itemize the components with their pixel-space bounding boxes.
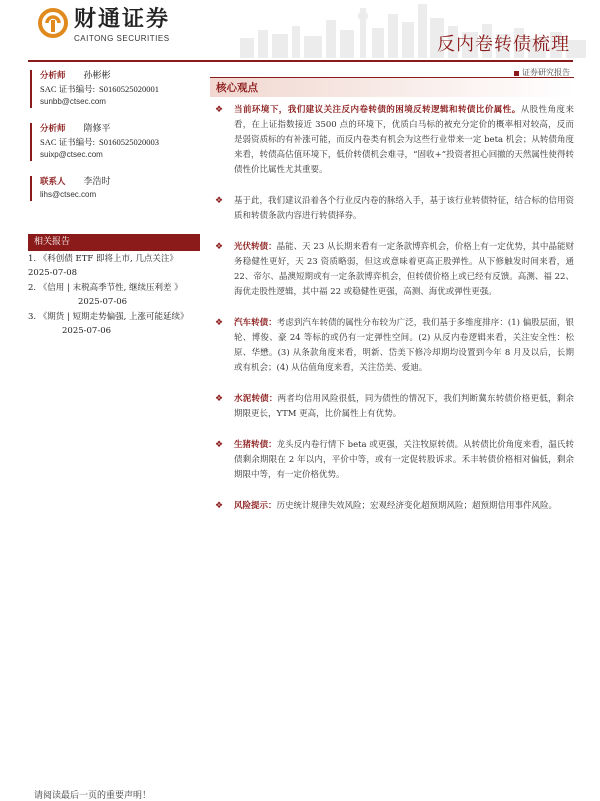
main-content xyxy=(210,77,574,514)
paragraph xyxy=(210,240,574,300)
paragraph-text: 考虑到汽车转债的属性分布较为广泛，我们基于多维度排序：(1) 偏股层面，银轮、博俊、豪 24 等标的或仍有一定弹性空间。(2) 从反内卷逻辑来看，关注安全性：松原、华懋。(3) 从条款角度来看，明新、岱美下修冷却期均设置到今年 8 月及以后，长期或有机会；(4) 从估值角度来看，关注岱美、爱迪。 xyxy=(234,318,574,373)
analyst-role: 分析师 xyxy=(40,71,66,81)
logo-chinese-name: 财通证券 xyxy=(74,7,171,32)
analyst-card xyxy=(30,123,200,161)
document-title: 反内卷转债梳理 xyxy=(437,34,570,55)
related-report-title: 1. 《科创债 ETF 即将上市, 几点关注》 xyxy=(28,254,178,264)
analyst-email: sunbb@ctsec.com xyxy=(40,97,106,106)
diamond-bullet-icon: ❖ xyxy=(215,105,224,115)
report-type-text: 证券研究报告 xyxy=(522,68,570,77)
paragraph-lead: 光伏转债： xyxy=(234,242,277,252)
paragraph-text: 历史统计规律失效风险；宏观经济变化超预期风险；超预期信用事件风险。 xyxy=(276,501,558,511)
paragraph-lead: 当前环境下，我们建议关注反内卷转债的困境反转逻辑和转债比价属性。 xyxy=(234,105,521,115)
diamond-bullet-icon: ❖ xyxy=(215,242,224,252)
disclaimer-footer: 请阅读最后一页的重要声明！ xyxy=(34,791,152,801)
paragraph-text: 龙头反内卷行情下 beta 或更强，关注牧原转债。从转债比价角度来看，温氏转债剩余期限在 2 年以内，平价中等，或有一定促转股诉求。禾丰转债价格相对偏低，剩余期限中等，有一定价格优势。 xyxy=(234,440,574,480)
paragraph-text: 基于此，我们建议沿着各个行业反内卷的脉络入手，基于该行业转债特征，结合标的信用资质和转债条款内容进行转债择券。 xyxy=(234,196,575,221)
diamond-bullet-icon: ❖ xyxy=(215,501,224,511)
paragraph-text: 从股性角度来看，在上证指数接近 3500 点的环境下，优质白马标的被充分定价的概率相对较高，反而是弱资质标的有补涨可能，而反内卷类有机会为这些行业带来一定 beta 机会；从转债角度来看，转债高估值环境下，低价转债机会难寻，“固收+”投资者担心回撤的天然属性使得转债性价比属性尤其重要。 xyxy=(234,105,574,175)
analyst-name: 隋修平 xyxy=(83,124,111,134)
paragraph xyxy=(210,194,574,224)
contact-role: 联系人 xyxy=(40,177,66,187)
paragraph-lead: 汽车转债： xyxy=(234,318,277,328)
paragraph xyxy=(210,392,574,422)
company-logo xyxy=(38,8,170,43)
sac-label: SAC 证书编号: xyxy=(40,137,96,147)
related-report-item[interactable] xyxy=(28,253,200,280)
related-reports-title: 相关报告 xyxy=(28,234,200,251)
diamond-bullet-icon: ❖ xyxy=(215,318,224,328)
paragraph-lead: 风险提示： xyxy=(234,501,277,511)
related-reports xyxy=(28,234,200,338)
related-report-date: 2025-07-08 xyxy=(28,267,78,278)
related-report-item[interactable] xyxy=(28,282,200,309)
contact-card xyxy=(30,176,200,201)
contact-name: 李浩时 xyxy=(83,177,111,187)
sac-label: SAC 证书编号: xyxy=(40,84,96,94)
paragraph-lead: 水泥转债： xyxy=(234,394,278,404)
paragraph-text: 两者均信用风险很低，同为债性的情况下，我们判断冀东转债价格更低，剩余期限更长，YTM 更高，比价属性上有优势。 xyxy=(234,394,574,419)
paragraph-lead: 生猪转债： xyxy=(234,440,277,450)
analyst-email: suixp@ctsec.com xyxy=(40,150,103,159)
contact-email: lihs@ctsec.com xyxy=(40,190,97,199)
related-report-date: 2025-07-06 xyxy=(78,296,128,307)
analyst-card xyxy=(30,70,200,108)
section-title: 核心观点 xyxy=(210,77,574,97)
paragraph xyxy=(210,316,574,376)
sac-number: S0160525020003 xyxy=(99,137,160,147)
sac-number: S0160525020001 xyxy=(99,84,160,94)
related-report-item[interactable] xyxy=(28,311,200,338)
analyst-name: 孙彬彬 xyxy=(83,71,111,81)
diamond-bullet-icon: ❖ xyxy=(215,440,224,450)
page-header xyxy=(0,0,600,62)
square-bullet-icon xyxy=(514,71,519,76)
analyst-role: 分析师 xyxy=(40,124,66,134)
paragraph xyxy=(210,103,574,178)
related-report-title: 3. 《期货 | 短期走势偏强, 上涨可能延续》 xyxy=(28,312,189,322)
paragraph xyxy=(210,499,574,514)
header-divider xyxy=(28,60,573,62)
paragraph xyxy=(210,438,574,483)
analyst-panel xyxy=(30,70,200,216)
paragraph-text: 晶能、天 23 从长期来看有一定条款博弈机会，价格上有一定优势，其中晶能财务稳健性更好，天 23 资质略弱，但这或意味着更高正股弹性。从下修触发时间来看，通 22、帝尔、晶澳短期或有一定条款博弈机会，但转债价格上或已经有反馈。高测、福 22、海优走股性逻辑，其中福 22 或稳健性更强，高测、海优或弹性更强。 xyxy=(234,242,574,297)
diamond-bullet-icon: ❖ xyxy=(215,394,224,404)
related-report-date: 2025-07-06 xyxy=(62,325,112,336)
related-report-title: 2. 《信用 | 末税高季节性, 继续压利差 》 xyxy=(28,283,183,293)
logo-english-name: CAITONG SECURITIES xyxy=(74,34,170,43)
diamond-bullet-icon: ❖ xyxy=(215,196,224,206)
logo-emblem-icon xyxy=(38,8,68,38)
